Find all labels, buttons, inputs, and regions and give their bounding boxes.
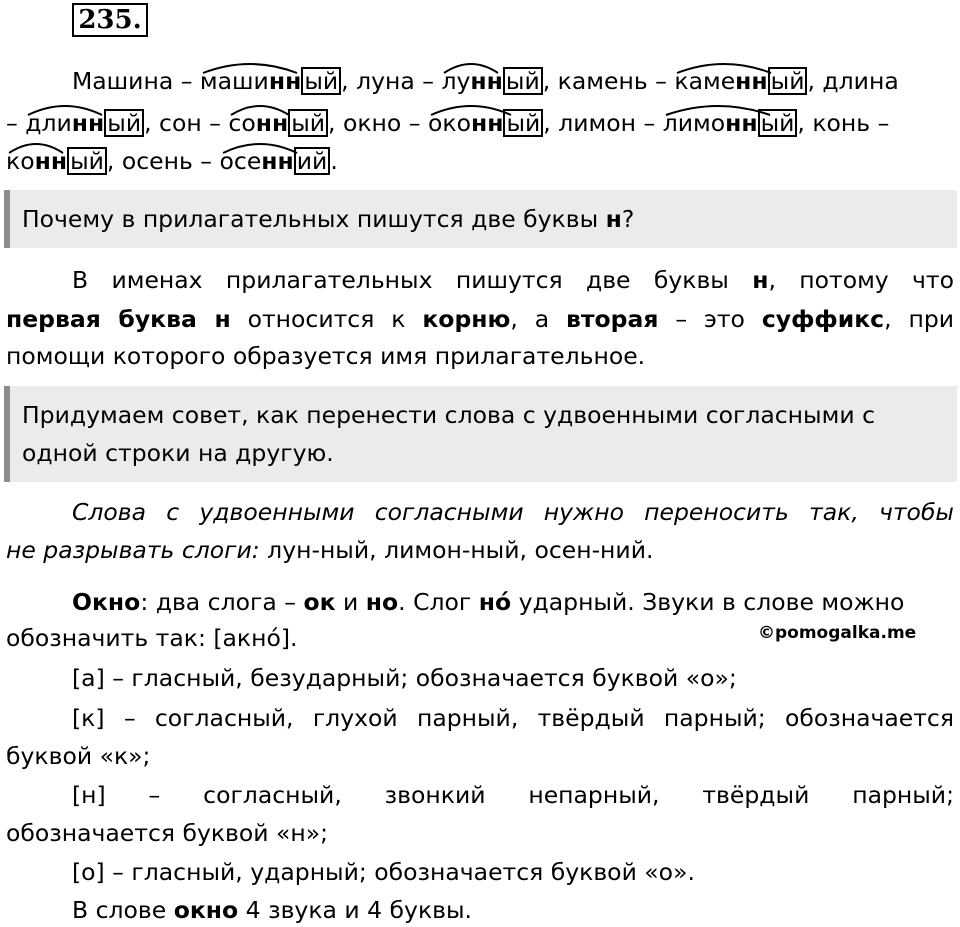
root-arc bbox=[6, 140, 66, 154]
adj-sonnyy bbox=[228, 108, 328, 138]
ending-box: ый bbox=[301, 67, 341, 95]
sound-k-cont: буквой «к»; bbox=[6, 742, 151, 770]
question-1-main: Почему в прилагательных пишутся две буквы bbox=[22, 205, 606, 233]
question-2-box bbox=[4, 386, 957, 482]
adj-osenniy bbox=[220, 146, 331, 176]
bold-suffix: суффикс bbox=[761, 305, 885, 333]
double-n: нн bbox=[71, 109, 105, 137]
ending-box: ый bbox=[67, 147, 107, 175]
sound-k: [к] – согласный, глухой парный, твёрдый парный; обозначается bbox=[72, 704, 954, 732]
phonetics-line-2: обозначить так: [aкнó]. bbox=[6, 624, 298, 652]
root: осе bbox=[219, 147, 262, 175]
answer-1-line-3: помощи которого образуется имя прилагательное. bbox=[6, 342, 646, 370]
double-n: нн bbox=[470, 67, 503, 95]
separator: , длина bbox=[807, 67, 899, 95]
ending-box: ий bbox=[294, 147, 331, 175]
dash: – bbox=[6, 109, 18, 137]
question-1-box bbox=[4, 190, 957, 248]
text: , при bbox=[884, 305, 955, 333]
separator: , сон – bbox=[144, 109, 221, 137]
watermark: ©pomogalka.me bbox=[758, 623, 917, 643]
pairs-line-1 bbox=[72, 66, 899, 96]
root-arc bbox=[220, 140, 300, 154]
adj-lunnyy bbox=[441, 66, 542, 96]
adj-dlinnyy bbox=[25, 108, 144, 138]
double-n: нн bbox=[735, 67, 768, 95]
text: 4 звука и 4 буквы. bbox=[238, 896, 473, 924]
italic-text: Слова с удвоенными согласными нужно переносить так, чтобы bbox=[72, 498, 954, 526]
phonetics-line-1 bbox=[72, 587, 904, 617]
text: , потому что bbox=[768, 266, 954, 294]
sound-n: [н] – согласный, звонкий непарный, твёрдый парный; bbox=[72, 781, 954, 809]
double-n: нн bbox=[34, 147, 68, 175]
adj-limonnyy bbox=[663, 108, 798, 138]
adj-konnyy bbox=[6, 146, 107, 176]
text: В слове bbox=[72, 896, 174, 924]
bold-syllable: но bbox=[365, 588, 399, 616]
bold-root: корню bbox=[422, 305, 511, 333]
text: относится к bbox=[230, 305, 423, 333]
pairs-line-2 bbox=[6, 108, 889, 138]
double-n: нн bbox=[261, 147, 294, 175]
separator: , камень – bbox=[542, 67, 667, 95]
bold-syllable: ок bbox=[303, 588, 336, 616]
question-1-end: ? bbox=[621, 205, 635, 233]
final-summary bbox=[72, 895, 472, 925]
root-arc bbox=[25, 102, 105, 116]
examples: лун-ный, лимон-ный, осен-ний. bbox=[259, 536, 654, 564]
bold-stressed-syllable: нó bbox=[478, 588, 512, 616]
root: ко bbox=[6, 147, 35, 175]
bold-second: вторая bbox=[566, 305, 659, 333]
exercise-number: 235. bbox=[72, 3, 148, 37]
question-1-bold: н bbox=[605, 205, 622, 233]
root: око bbox=[428, 109, 471, 137]
text: и bbox=[335, 588, 366, 616]
text: . Слог bbox=[398, 588, 479, 616]
root: каме bbox=[674, 67, 736, 95]
bold-word: окно bbox=[173, 896, 239, 924]
root: дли bbox=[25, 109, 72, 137]
answer-2-line-2 bbox=[6, 535, 653, 565]
separator: , осень – bbox=[106, 147, 213, 175]
double-n: нн bbox=[725, 109, 758, 137]
text: , а bbox=[510, 305, 567, 333]
answer-1-line-2 bbox=[6, 304, 954, 334]
root: лу bbox=[441, 67, 471, 95]
bold-word: Окно bbox=[72, 588, 141, 616]
bold-first-letter: первая буква н bbox=[6, 305, 231, 333]
answer-2-line-1 bbox=[72, 497, 954, 527]
root: со bbox=[228, 109, 256, 137]
ending-box: ый bbox=[503, 109, 543, 137]
double-n: нн bbox=[268, 67, 302, 95]
root-arc bbox=[200, 60, 300, 74]
root-arc bbox=[228, 102, 292, 116]
separator: . bbox=[330, 147, 338, 175]
separator: , окно – bbox=[328, 109, 421, 137]
ending-box: ый bbox=[288, 109, 328, 137]
question-1-text bbox=[22, 204, 634, 234]
text: – это bbox=[658, 305, 762, 333]
separator: , луна – bbox=[341, 67, 434, 95]
text: ударный. Звуки в слове можно bbox=[511, 588, 905, 616]
adj-mashinnyy bbox=[200, 66, 341, 96]
text: : два слога – bbox=[140, 588, 304, 616]
ending-box: ый bbox=[104, 109, 144, 137]
ending-box: ый bbox=[503, 67, 543, 95]
answer-1-line-1 bbox=[72, 265, 954, 295]
sound-n-cont: обозначается буквой «н»; bbox=[6, 819, 329, 847]
adj-okonnyy bbox=[428, 108, 543, 138]
separator: , лимон – bbox=[543, 109, 656, 137]
ending-box: ый bbox=[768, 67, 808, 95]
question-2-line-1: Придумаем совет, как перенести слова с удвоенными согласными с bbox=[22, 401, 875, 429]
ending-box: ый bbox=[758, 109, 798, 137]
sound-o: [о] – гласный, ударный; обозначается буквой «о». bbox=[72, 858, 695, 886]
text: В именах прилагательных пишутся две буквы bbox=[72, 266, 753, 294]
pairs-line-3 bbox=[6, 146, 338, 176]
adj-kamennyy bbox=[674, 66, 807, 96]
noun-mashina: Машина – bbox=[72, 67, 193, 95]
root-arc bbox=[441, 60, 501, 74]
root: лимо bbox=[662, 109, 726, 137]
italic-text: не разрывать слоги: bbox=[6, 536, 260, 564]
root-arc bbox=[674, 60, 774, 74]
root-arc bbox=[428, 102, 514, 116]
root: маши bbox=[199, 67, 269, 95]
separator: , конь – bbox=[797, 109, 890, 137]
double-n: нн bbox=[470, 109, 504, 137]
root-arc bbox=[663, 102, 773, 116]
double-n: нн bbox=[255, 109, 289, 137]
bold-n: н bbox=[752, 266, 769, 294]
question-2-line-2: одной строки на другую. bbox=[22, 439, 334, 467]
sound-a: [а] – гласный, безударный; обозначается буквой «о»; bbox=[72, 664, 737, 692]
